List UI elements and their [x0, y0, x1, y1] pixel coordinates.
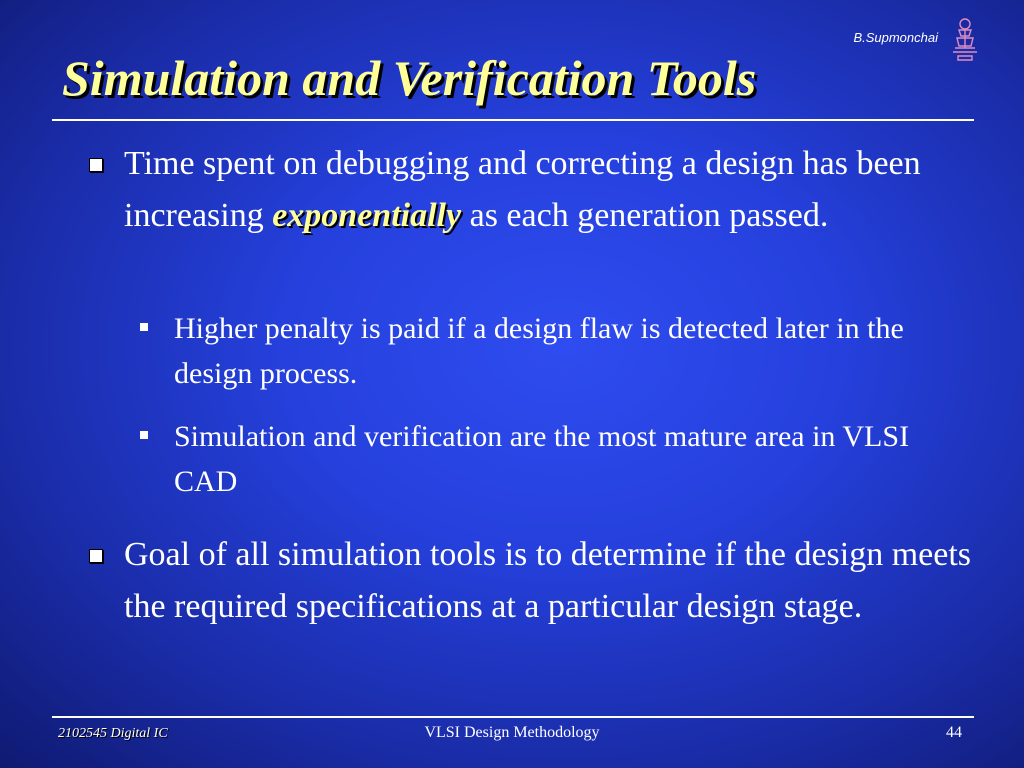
- bullet-marker-2: [89, 549, 103, 563]
- sub-bullet-1: Higher penalty is paid if a design flaw is detected later in the design process.: [174, 312, 904, 390]
- bullet-1-text-before: Time spent on debugging and correcting a design has been increasing: [124, 145, 921, 234]
- page-number: 44: [946, 724, 962, 741]
- sub-bullet-marker-2: [140, 431, 148, 439]
- bullet-1-emphasis: exponentially: [272, 197, 462, 234]
- author-label: B.Supmonchai: [853, 30, 938, 45]
- sub-bullet-marker-1: [140, 323, 148, 331]
- sub-bullet-2: Simulation and verification are the most mature area in VLSI CAD: [174, 420, 910, 498]
- bullet-2: Goal of all simulation tools is to determine if the design meets the required specifications at a particular design stage.: [124, 536, 972, 625]
- title-divider: [52, 119, 974, 121]
- bullet-1: [124, 138, 984, 242]
- bullet-1-text-after: as each generation passed.: [461, 197, 829, 234]
- footer-course: 2102545 Digital IC: [58, 726, 168, 741]
- footer-topic: VLSI Design Methodology: [424, 724, 600, 741]
- bullet-marker-1: [89, 158, 103, 172]
- footer-divider: [52, 716, 974, 718]
- slide-title: Simulation and Verification Tools: [62, 50, 757, 106]
